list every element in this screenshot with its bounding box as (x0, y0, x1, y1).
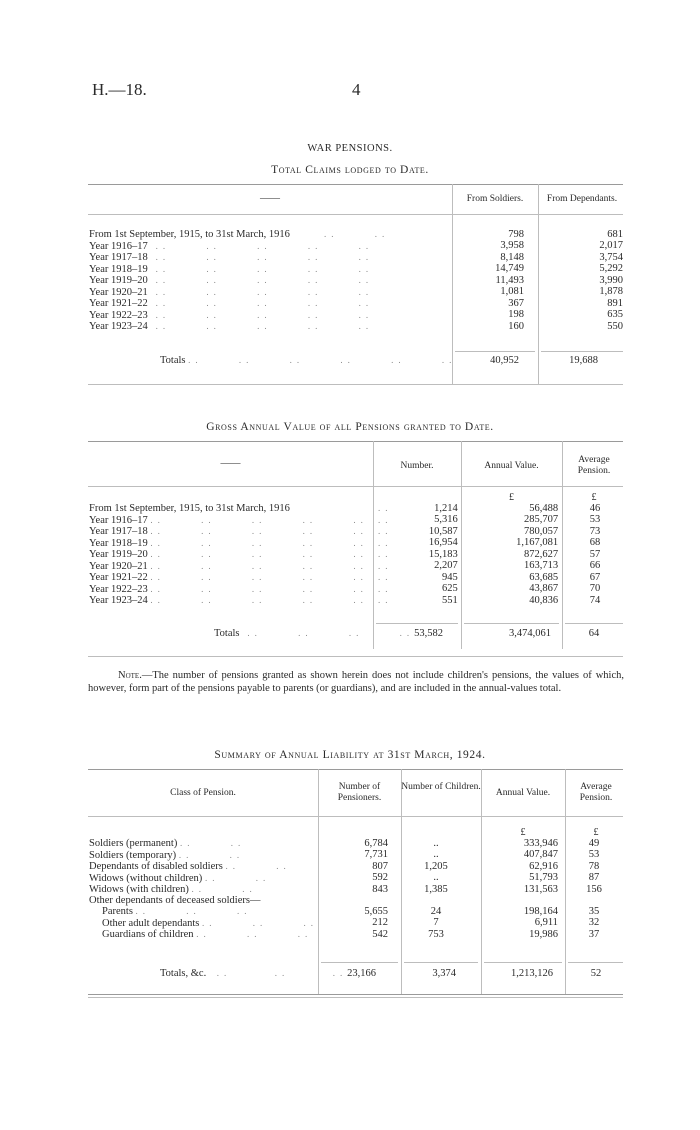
total-claims-subheading: Total Claims lodged to Date. (271, 164, 429, 176)
claims-row (89, 264, 623, 276)
gross-number-cell: 5,316 (434, 514, 458, 525)
children-header: Number of Children. (401, 782, 481, 792)
summary-children-cell: 24 (430, 905, 442, 917)
gross-value-cell: 1,167,081 (516, 537, 559, 548)
claims-dependants-cell: 635 (607, 309, 623, 320)
summary-children-cell: .. (433, 837, 439, 849)
war-pensions-heading: WAR PENSIONS. (307, 143, 393, 154)
summary-children-cell: 1,205 (424, 860, 448, 872)
claims-dependants-cell: 3,990 (599, 274, 623, 286)
claims-row (89, 321, 623, 333)
gross-value-cell: 56,488 (529, 502, 559, 514)
gross-avg-cell: 73 (589, 525, 601, 537)
summary-value-cell: 198,164 (523, 905, 558, 917)
summary-value-cell: 333,946 (523, 837, 558, 849)
summary-row-label: Soldiers (permanent) .. .. (89, 838, 246, 849)
gross-value-cell: 285,707 (523, 514, 559, 525)
summary-avg-unit: £ (593, 827, 599, 838)
claims-row (89, 275, 623, 287)
summary-children-cell: 7 (433, 917, 439, 928)
gross-row: From 1st September, 1915, to 31st March, 1916 .. 1,214 56,488 46 (89, 503, 623, 515)
summary-value-cell: 131,563 (523, 883, 558, 895)
gross-avg-cell: 46 (589, 502, 601, 514)
gross-number-cell: 2,207 (434, 560, 458, 571)
gross-number-cell: 16,954 (428, 537, 458, 548)
summary-row (89, 929, 623, 941)
summary-totals-pensioners: 23,166 (347, 968, 376, 979)
summary-row (89, 850, 623, 862)
claims-dependants-cell: 891 (607, 297, 623, 309)
gross-avg-cell: 66 (589, 560, 601, 571)
claims-soldiers-cell: 798 (508, 228, 524, 240)
gross-number-cell: 945 (442, 571, 458, 583)
summary-value-cell (481, 896, 558, 907)
claims-row-label: Year 1918–19 .. .. .. .. .. (89, 263, 374, 275)
gross-value-unit: £ (509, 492, 514, 503)
gross-row: Year 1918–19 .. .. .. .. .. .. 16,954 1,167,081 68 (89, 538, 623, 550)
gross-row-label: Year 1917–18 .. .. .. .. .. (89, 526, 368, 537)
summary-pensioners-cell: 542 (372, 928, 388, 940)
total-claims-table (89, 229, 623, 333)
summary-avg-cell: 37 (588, 928, 600, 940)
summary-row-label: Soldiers (temporary) .. .. (89, 849, 245, 861)
summary-avg-cell: 49 (588, 837, 600, 849)
gross-avg-unit: £ (591, 492, 597, 503)
gross-avg-cell: 68 (589, 537, 601, 548)
gross-row-label: Year 1916–17 .. .. .. .. .. (89, 514, 368, 526)
summary-pensioners-cell: 5,655 (364, 905, 388, 917)
claims-dependants-cell: 550 (607, 320, 623, 332)
pensioners-header: Number of Pensioners. (337, 782, 382, 803)
gross-row: Year 1923–24 .. .. .. .. .. .. 551 40,836 74 (89, 595, 623, 607)
claims-dependants-cell: 5,292 (599, 263, 623, 274)
from-dependants-header: From Dependants. (546, 194, 618, 204)
gross-annual-heading: Gross Annual Value of all Pensions granted to Date. (206, 421, 494, 433)
gross-totals-label: Totals .. .. .. .. (214, 628, 415, 639)
gross-row-label: From 1st September, 1915, to 31st March, 1916 (89, 502, 290, 514)
summary-totals-value: 1,213,126 (511, 968, 553, 979)
gross-row: Year 1922–23 .. .. .. .. .. .. 625 43,867 70 (89, 584, 623, 596)
summary-row (89, 896, 623, 907)
summary-pensioners-cell: 843 (372, 883, 388, 895)
gross-row: Year 1917–18 .. .. .. .. .. .. 10,587 780,057 73 (89, 526, 623, 538)
summary-value-cell: 19,986 (529, 928, 558, 940)
gross-row-label: Year 1921–22 .. .. .. .. .. (89, 572, 368, 583)
footnote: Note.—The number of pensions granted as shown herein does not include children's pensions, the values of which, however, form part of the pensions payable to parents (or guardians), and are included in the annual-values total. (88, 670, 624, 694)
summary-value-cell: 6,911 (534, 917, 558, 928)
summary-row-label: Parents .. .. .. (102, 906, 252, 917)
gross-avg-cell: 67 (589, 571, 601, 583)
summary-children-cell: .. (433, 849, 439, 860)
summary-pensioners-cell: 7,731 (364, 849, 388, 860)
gross-blank-column-header: —— (220, 458, 241, 469)
summary-row (89, 906, 623, 918)
summary-avg-cell: 78 (588, 860, 600, 872)
summary-value-header: Annual Value. (495, 788, 551, 798)
claims-row (89, 241, 623, 253)
class-of-pension-header: Class of Pension. (170, 788, 236, 798)
average-pension-header: Average Pension. (577, 455, 611, 476)
summary-children-cell: 1,385 (424, 883, 448, 895)
claims-soldiers-cell: 198 (508, 309, 524, 320)
gross-number-cell: 625 (442, 583, 458, 594)
from-soldiers-header: From Soldiers. (466, 194, 524, 204)
gross-avg-cell: 70 (589, 583, 601, 594)
summary-row (89, 918, 623, 930)
gross-number-cell: 10,587 (428, 525, 458, 537)
gross-value-cell: 780,057 (523, 525, 559, 537)
claims-soldiers-cell: 14,749 (495, 263, 524, 274)
claims-dependants-cell: 1,878 (599, 286, 623, 297)
summary-children-cell: 753 (428, 928, 444, 940)
claims-totals-dependants: 19,688 (569, 355, 598, 366)
summary-row-label: Other dependants of deceased soldiers— (89, 894, 261, 906)
gross-row: Year 1916–17 .. .. .. .. .. .. 5,316 285,707 53 (89, 515, 623, 527)
gross-totals-number: 53,582 (414, 628, 443, 639)
summary-children-cell: .. (433, 872, 439, 883)
claims-row-label: Year 1921–22 .. .. .. .. .. (89, 298, 374, 309)
claims-soldiers-cell: 367 (508, 297, 524, 309)
summary-avg-cell: 87 (588, 872, 600, 883)
gross-row: Year 1919–20 .. .. .. .. .. .. 15,183 872,627 57 (89, 549, 623, 561)
claims-row (89, 252, 623, 264)
summary-row-label: Guardians of children .. .. .. (102, 929, 313, 940)
number-header: Number. (400, 461, 434, 471)
summary-pensioners-cell: 212 (372, 917, 388, 928)
gross-avg-cell: 74 (589, 594, 601, 606)
gross-value-cell: 872,627 (523, 548, 559, 560)
summary-avg-cell: 35 (588, 905, 600, 917)
gross-annual-table (89, 503, 623, 607)
claims-row-label: Year 1917–18 .. .. .. .. .. (89, 252, 374, 263)
summary-table (89, 838, 623, 941)
gross-row: Year 1921–22 .. .. .. .. .. .. 945 63,685 67 (89, 572, 623, 584)
document-reference: H.—18. (92, 80, 147, 99)
summary-avg-cell: 156 (586, 883, 602, 895)
gross-avg-cell: 53 (589, 514, 601, 525)
gross-value-cell: 43,867 (529, 583, 559, 594)
summary-pensioners-cell: 807 (372, 860, 388, 872)
summary-totals-label: Totals, &c. .. .. .. (160, 968, 348, 979)
gross-row-label: Year 1918–19 .. .. .. .. .. (89, 537, 368, 549)
summary-children-cell (401, 896, 471, 907)
claims-dependants-cell: 2,017 (599, 240, 623, 251)
claims-soldiers-cell: 160 (508, 320, 524, 332)
claims-row (89, 287, 623, 299)
claims-soldiers-cell: 11,493 (495, 274, 524, 286)
claims-row-label: Year 1923–24 .. .. .. .. .. (89, 321, 374, 332)
claims-row-label: From 1st September, 1915, to 31st March, 1916 .. .. (89, 229, 390, 240)
gross-totals-value: 3,474,061 (509, 628, 551, 639)
claims-blank-column-header: —— (260, 193, 280, 204)
summary-value-cell: 62,916 (529, 860, 558, 872)
claims-totals-soldiers: 40,952 (490, 355, 519, 366)
summary-avg-cell (565, 896, 623, 907)
gross-value-cell: 63,685 (529, 571, 559, 583)
gross-row: Year 1920–21 .. .. .. .. .. .. 2,207 163,713 66 (89, 561, 623, 573)
summary-row-label: Other adult dependants .. .. .. (102, 917, 319, 929)
summary-row (89, 838, 623, 850)
gross-row-label: Year 1923–24 .. .. .. .. .. (89, 595, 368, 606)
summary-pensioners-cell: 6,784 (364, 837, 388, 849)
gross-number-cell: 15,183 (428, 548, 458, 560)
claims-row (89, 298, 623, 310)
summary-value-unit: £ (520, 827, 526, 838)
claims-soldiers-cell: 8,148 (500, 251, 524, 263)
summary-totals-children: 3,374 (432, 968, 456, 979)
gross-row-label: Year 1920–21 .. .. .. .. .. (89, 560, 368, 572)
claims-row-label: Year 1922–23 .. .. .. .. .. (89, 309, 374, 321)
summary-pensioners-cell (318, 896, 388, 907)
summary-row (89, 861, 623, 873)
summary-row (89, 873, 623, 885)
claims-soldiers-cell: 3,958 (500, 240, 524, 251)
summary-pensioners-cell: 592 (372, 872, 388, 883)
claims-row-label: Year 1919–20 .. .. .. .. .. (89, 275, 374, 286)
claims-row-label: Year 1920–21 .. .. .. .. .. (89, 286, 374, 298)
summary-heading: Summary of Annual Liability at 31st March, 1924. (214, 749, 486, 761)
claims-soldiers-cell: 1,081 (500, 286, 524, 297)
summary-value-cell: 407,847 (523, 849, 558, 860)
page-number: 4 (352, 80, 361, 99)
summary-value-cell: 51,793 (529, 872, 558, 883)
summary-avg-header: Average Pension. (579, 782, 613, 803)
claims-dependants-cell: 3,754 (599, 251, 623, 263)
gross-totals-avg: 64 (588, 628, 600, 639)
gross-number-cell: 1,214 (434, 502, 458, 514)
summary-row-label: Dependants of disabled soldiers .. .. (89, 861, 291, 872)
claims-row-label: Year 1916–17 .. .. .. .. .. (89, 240, 374, 252)
gross-row-label: Year 1919–20 .. .. .. .. .. (89, 549, 368, 560)
summary-row-label: Widows (with children) .. .. (89, 884, 257, 895)
gross-number-cell: 551 (442, 594, 458, 606)
summary-row-label: Widows (without children) .. .. (89, 872, 271, 884)
summary-avg-cell: 53 (588, 849, 600, 860)
gross-avg-cell: 57 (589, 548, 601, 560)
gross-value-cell: 40,836 (529, 594, 559, 606)
claims-totals-label: Totals .. .. .. .. .. .. (160, 355, 457, 366)
gross-row-label: Year 1922–23 .. .. .. .. .. (89, 583, 368, 595)
summary-totals-avg: 52 (590, 968, 602, 979)
gross-value-cell: 163,713 (523, 560, 559, 571)
annual-value-header: Annual Value. (484, 461, 539, 471)
claims-row (89, 229, 623, 241)
claims-dependants-cell: 681 (607, 228, 623, 240)
claims-row (89, 310, 623, 322)
summary-avg-cell: 32 (588, 917, 600, 928)
